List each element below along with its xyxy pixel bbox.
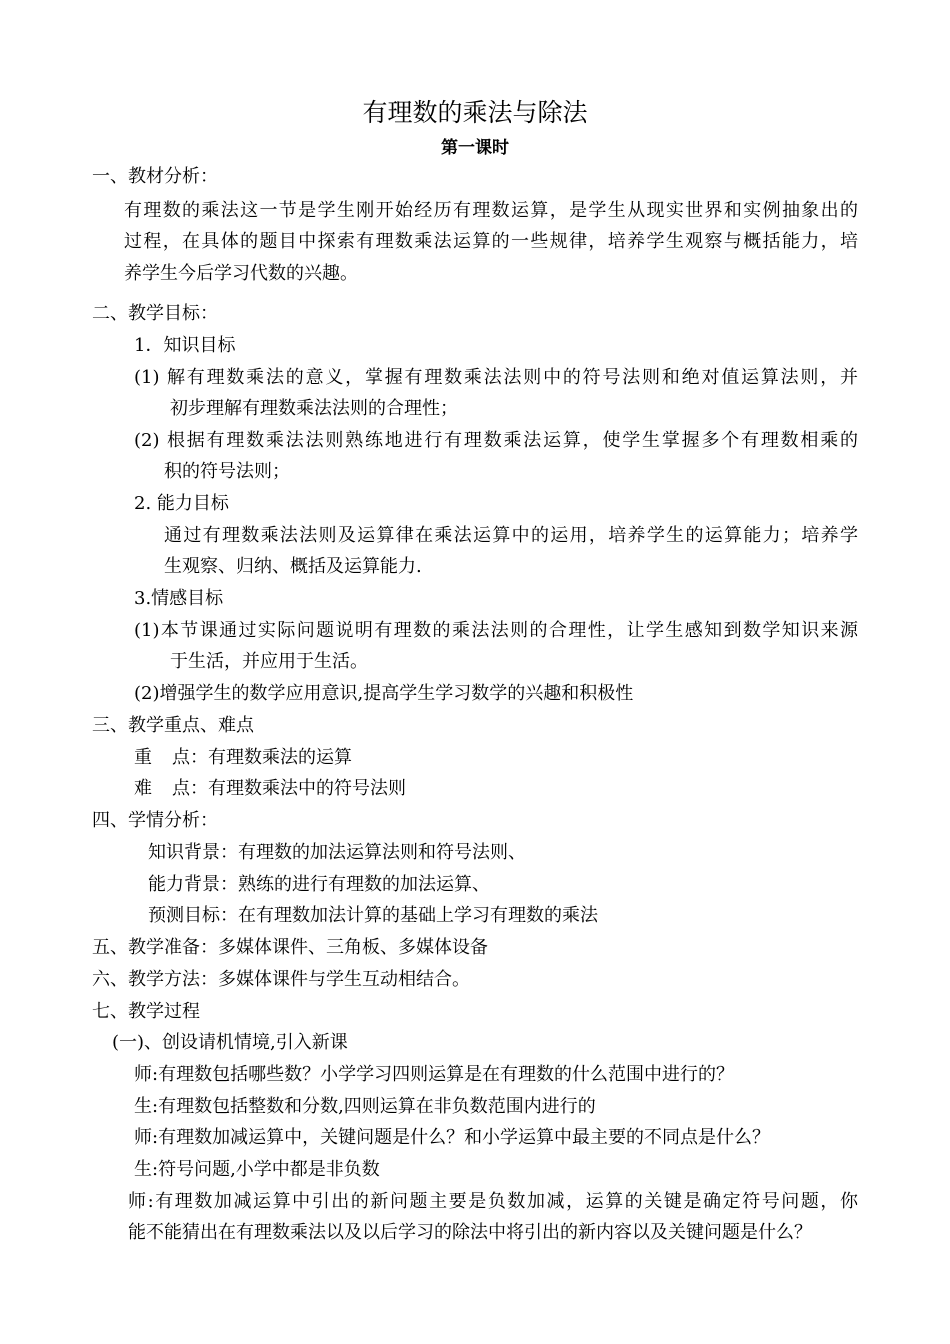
- ability-goal-line-1: 通过有理数乘法法则及运算律在乘法运算中的运用，培养学生的运算能力；培养学: [164, 525, 858, 546]
- section-2-heading: 二、教学目标：: [92, 303, 218, 324]
- key-point-line: [134, 745, 352, 771]
- dialogue-line-2: 生:有理数包括整数和分数,四则运算在非负数范围内进行的: [134, 1096, 596, 1117]
- ability-goal-heading: 2. 能力目标: [134, 493, 229, 514]
- section-1-heading: 一、教材分析：: [92, 166, 218, 187]
- emotion-goal-1-line-1: (1)本节课通过实际问题说明有理数的乘法法则的合理性，让学生感知到数学知识来源: [134, 620, 858, 641]
- section-6-method: 六、教学方法：多媒体课件与学生互动相结合。: [92, 969, 470, 990]
- section-3-heading: 三、教学重点、难点: [92, 715, 254, 736]
- key-point-label: 重点: [134, 747, 190, 768]
- process-step-1-heading: (一)、创设请机情境,引入新课: [112, 1032, 348, 1053]
- dialogue-line-4: 生:符号问题,小学中都是非负数: [134, 1159, 380, 1180]
- emotion-goal-1-line-2: 于生活，并应用于生活。: [170, 651, 368, 672]
- predicted-goal: 预测目标：在有理数加法计算的基础上学习有理数的乘法: [148, 905, 598, 926]
- difficult-point-text: ：有理数乘法中的符号法则: [190, 778, 406, 799]
- section-1-line-2: 过程，在具体的题目中探索有理数乘法运算的一些规律，培养学生观察与概括能力，培: [124, 231, 858, 252]
- knowledge-goal-heading: 1．知识目标: [134, 335, 236, 356]
- knowledge-goal-1-line-2: 初步理解有理数乘法法则的合理性；: [170, 398, 458, 419]
- difficult-point-label: 难点: [134, 778, 190, 799]
- ability-goal-line-2: 生观察、归纳、概括及运算能力.: [164, 556, 422, 577]
- knowledge-background: 知识背景：有理数的加法运算法则和符号法则、: [148, 842, 526, 863]
- knowledge-goal-1-line-1: (1) 解有理数乘法的意义，掌握有理数乘法法则中的符号法则和绝对值运算法则，并: [134, 367, 858, 388]
- page-subtitle: 第一课时: [441, 138, 509, 158]
- page-title: 有理数的乘法与除法: [362, 98, 588, 127]
- ability-background: 能力背景：熟练的进行有理数的加法运算、: [148, 874, 490, 895]
- difficult-point-line: [134, 776, 406, 802]
- section-1-line-3: 养学生今后学习代数的兴趣。: [124, 263, 358, 284]
- emotion-goal-2: (2)增强学生的数学应用意识,提高学生学习数学的兴趣和积极性: [134, 683, 634, 704]
- section-7-heading: 七、教学过程: [92, 1001, 200, 1022]
- section-1-line-1: 有理数的乘法这一节是学生刚开始经历有理数运算，是学生从现实世界和实例抽象出的: [124, 200, 858, 221]
- key-point-text: ：有理数乘法的运算: [190, 747, 352, 768]
- dialogue-line-3: 师:有理数加减运算中，关键问题是什么？和小学运算中最主要的不同点是什么？: [134, 1127, 771, 1148]
- dialogue-line-1: 师:有理数包括哪些数？小学学习四则运算是在有理数的什么范围中进行的？: [134, 1064, 735, 1085]
- emotion-goal-heading: 3.情感目标: [134, 588, 224, 609]
- knowledge-goal-2-line-1: (2) 根据有理数乘法法则熟练地进行有理数乘法运算，使学生掌握多个有理数相乘的: [134, 430, 858, 451]
- dialogue-line-5b: 能不能猜出在有理数乘法以及以后学习的除法中将引出的新内容以及关键问题是什么？: [128, 1222, 812, 1243]
- knowledge-goal-2-line-2: 积的符号法则；: [164, 461, 290, 482]
- section-5-preparation: 五、教学准备：多媒体课件、三角板、多媒体设备: [92, 937, 488, 958]
- dialogue-line-5a: 师:有理数加减运算中引出的新问题主要是负数加减，运算的关键是确定符号问题，你: [128, 1191, 858, 1212]
- section-4-heading: 四、学情分析：: [92, 810, 218, 831]
